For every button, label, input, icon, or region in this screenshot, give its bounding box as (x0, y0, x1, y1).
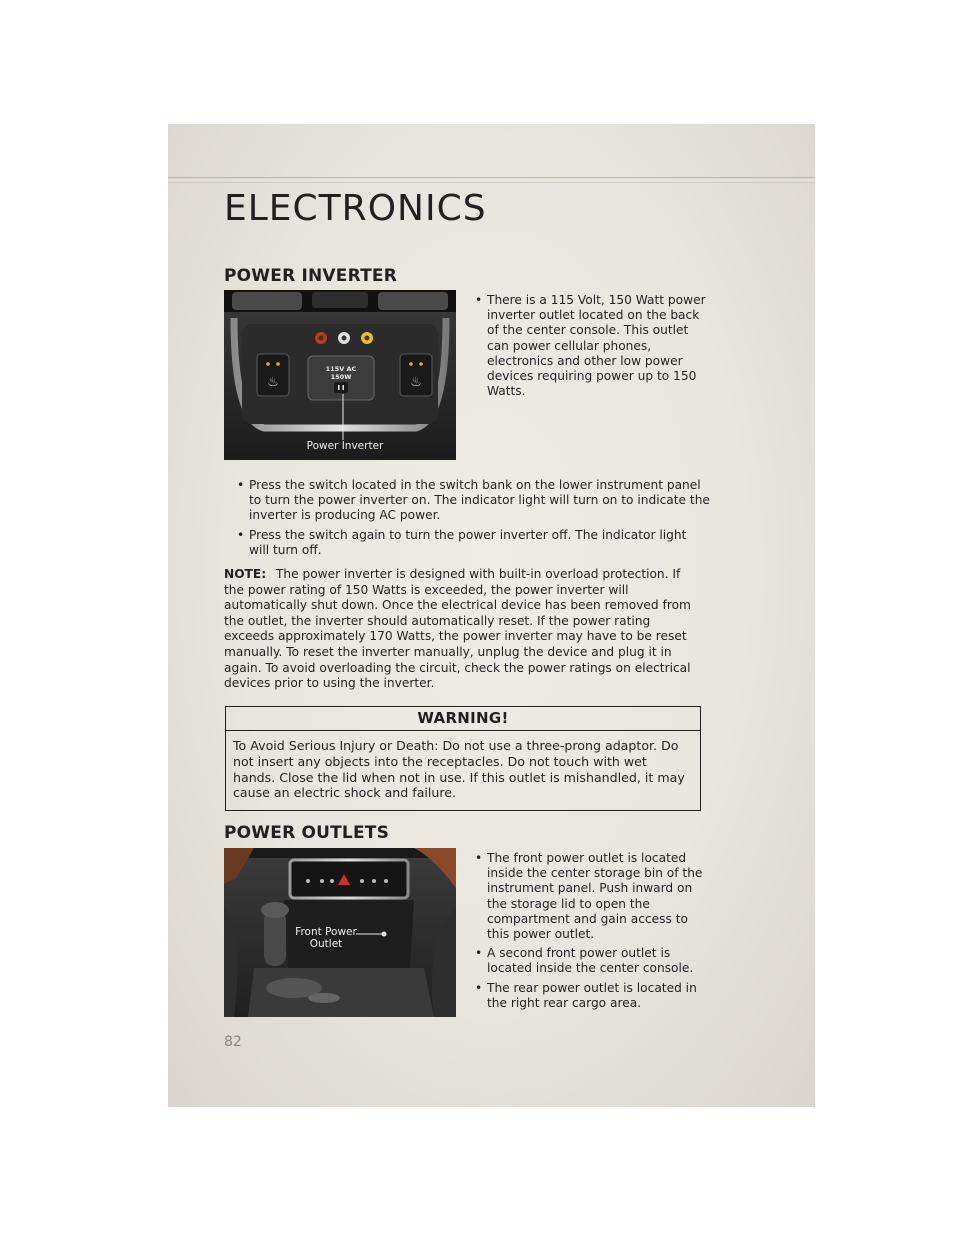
power-outlets-heading: POWER OUTLETS (224, 823, 390, 843)
warning-text: To Avoid Serious Injury or Death: Do not use a three-prong adaptor. Do not insert any objects into the receptacles. Do not touch with wet hands. Close the lid when not in use. If this outlet is mishandled, it may cause an electric shock and failure. (233, 738, 685, 801)
list-item: • The front power outlet is located inside the center storage bin of the instrument panel. Push inward on the storage lid to open the compartment and gain access to this power outlet. (474, 851, 706, 942)
page-number: 82 (224, 1034, 242, 1050)
power-inverter-steps (224, 478, 710, 562)
note-label: NOTE: (224, 567, 267, 581)
power-inverter-note (224, 567, 701, 692)
list-item: • The rear power outlet is located in the right rear cargo area. (474, 981, 706, 1011)
caption-line: Outlet (309, 938, 343, 950)
power-inverter-photo (224, 290, 456, 460)
chapter-title: ELECTRONICS (224, 188, 487, 229)
header-rule-secondary (168, 182, 815, 183)
power-inverter-heading: POWER INVERTER (224, 266, 398, 286)
power-outlets-caption (288, 926, 364, 950)
list-item: • Press the switch located in the switch bank on the lower instrument panel to turn the power inverter on. The indicator light will turn on to indicate the inverter is producing AC power. (236, 478, 710, 524)
list-item: • There is a 115 Volt, 150 Watt power inverter outlet located on the back of the center console. This outlet can power cellular phones, electronics and other low power devices requiring power up to 150 Watts. (474, 293, 706, 399)
warning-heading: WARNING! (226, 707, 700, 731)
manual-page (168, 124, 815, 1107)
svg-text:♨: ♨ (410, 375, 422, 390)
power-inverter-caption: Power Inverter (306, 440, 384, 452)
header-rule (168, 177, 815, 178)
svg-text:♨: ♨ (267, 375, 279, 390)
list-item: • A second front power outlet is located inside the center console. (474, 946, 706, 976)
inverter-label-volts: 115V AC (325, 365, 357, 373)
list-item: • Press the switch again to turn the power inverter off. The indicator light will turn off. (236, 528, 710, 558)
power-outlets-photo (224, 848, 456, 1017)
inverter-label-watts: 150W (330, 373, 352, 381)
power-inverter-illustration (224, 290, 456, 460)
note-text: The power inverter is designed with built-in overload protection. If the power rating of 150 Watts is exceeded, the power inverter will automatically shut down. Once the electrical device has been removed from the outlet, the inverter should automatically reset. If the power rating exceeds approximately 170 Watts, the power inverter may have to be reset manually. To reset the inverter manually, unplug the device and plug it in again. To avoid overloading the circuit, check the power ratings on electrical devices prior to using the inverter. (224, 567, 691, 691)
warning-box (225, 706, 701, 811)
caption-line: Front Power (295, 926, 357, 938)
power-outlets-list (474, 851, 706, 1015)
power-inverter-intro (474, 293, 706, 403)
